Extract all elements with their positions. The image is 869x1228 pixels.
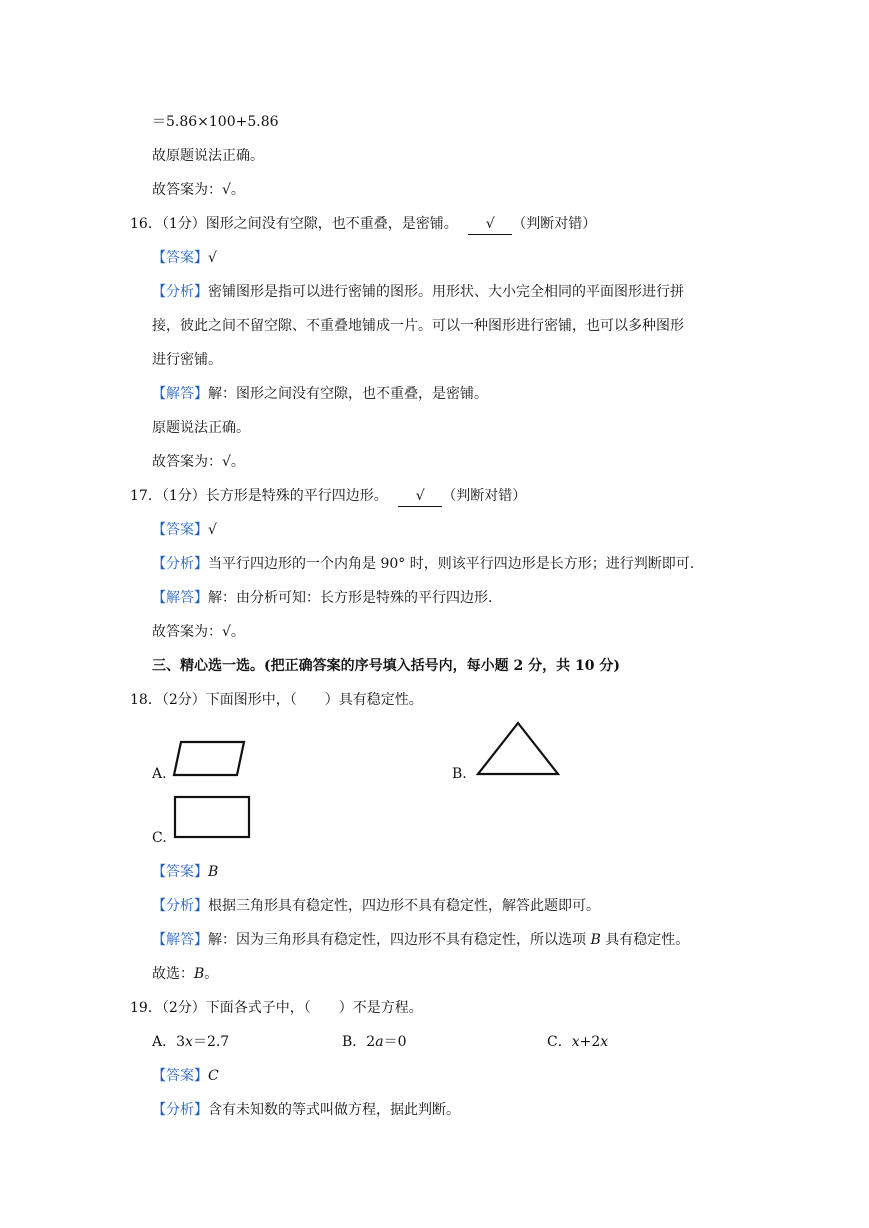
section-3-heading: 三、精心选一选。(把正确答案的序号填入括号内，每小题 2 分，共 10 分) (152, 658, 620, 674)
q19-option-b-var: a (375, 1034, 384, 1050)
q19-option-c-mid: +2 (579, 1034, 601, 1050)
q19-option-c (547, 1032, 608, 1052)
q18-final-var: B (194, 966, 205, 982)
q19-analysis-line (152, 1100, 460, 1120)
q18-final-pre: 故选： (152, 966, 194, 982)
q19-option-c-var-2: x (600, 1034, 609, 1050)
q17-score: （1分） (161, 488, 206, 504)
q17-tail: （判断对错） (442, 488, 527, 504)
q18-option-b-label: B. (452, 766, 467, 782)
q19-analysis-text: 含有未知数的等式叫做方程，据此判断。 (208, 1102, 460, 1118)
q19-option-a-rest: ＝2.7 (192, 1034, 230, 1050)
q18-solution-line (152, 930, 689, 950)
q16-analysis-text-1: 密铺图形是指可以进行密铺的图形。用形状、大小完全相同的平面图形进行拼 (208, 284, 684, 300)
q19-option-b-coef: 2 (366, 1034, 376, 1050)
q19-option-b-label: B． (342, 1034, 367, 1050)
q17-analysis-text: 当平行四边形的一个内角是 90° 时，则该平行四边形是长方形；进行判断即可. (208, 556, 695, 572)
q19-option-a-label: A． (152, 1034, 177, 1050)
q17-analysis-tag: 【分析】 (152, 556, 208, 572)
q18-number: 18． (130, 692, 162, 708)
q19-option-b (342, 1032, 407, 1052)
q19-option-a-var: x (185, 1034, 193, 1050)
q19-number: 19． (130, 1000, 162, 1016)
q18-analysis-text: 根据三角形具有稳定性，四边形不具有稳定性，解答此题即可。 (208, 898, 600, 914)
q16-answer-tag: 【答案】 (152, 250, 208, 266)
q17-answer-tag: 【答案】 (152, 522, 208, 538)
q18-option-a-label: A. (152, 766, 167, 782)
q19-option-c-var-1: x (571, 1034, 580, 1050)
q16-answer: √ (208, 250, 217, 266)
q16-analysis-line-2: 接，彼此之间不留空隙、不重叠地铺成一片。可以一种图形进行密铺，也可以多种图形 (152, 318, 684, 334)
q16-text: 图形之间没有空隙，也不重叠，是密铺。 (205, 216, 458, 232)
triangle-shape (474, 720, 562, 778)
q16-analysis-line-1 (152, 282, 684, 302)
q19-answer-line (152, 1066, 219, 1086)
q16-solution-tag: 【解答】 (152, 386, 208, 402)
q16-answer-blank: √ (468, 214, 512, 235)
q17-answer: √ (208, 522, 217, 538)
q16-score: （1分） (161, 216, 206, 232)
q17-number: 17． (130, 488, 162, 504)
q18-solution-var: B (590, 932, 601, 948)
q17-solution-line (152, 588, 492, 608)
q19-score: （2分） (161, 1000, 206, 1016)
q16-answer-line (152, 248, 217, 268)
q15-line-1: ＝5.86×100+5.86 (152, 114, 279, 130)
q16-solution-line-1 (152, 384, 488, 404)
q16-solution-line-2: 原题说法正确。 (152, 420, 250, 436)
q18-score: （2分） (161, 692, 206, 708)
q18-analysis-tag: 【分析】 (152, 898, 208, 914)
rectangle-shape (173, 795, 253, 841)
q17-text: 长方形是特殊的平行四边形。 (205, 488, 388, 504)
q17-final-line: 故答案为：√。 (152, 624, 245, 640)
q19-option-a (152, 1032, 229, 1052)
q19-text: 下面各式子中，（ ）不是方程。 (205, 1000, 423, 1016)
q18-answer: B (208, 864, 219, 880)
q18-solution-pre: 解：因为三角形具有稳定性，四边形不具有稳定性，所以选项 (208, 932, 591, 948)
q18-solution-tag: 【解答】 (152, 932, 208, 948)
parallelogram-shape (172, 740, 248, 778)
q19-answer-tag: 【答案】 (152, 1068, 208, 1084)
q19-option-c-label: C． (547, 1034, 572, 1050)
q18-final-post: 。 (204, 966, 219, 982)
q18-final-line (152, 964, 218, 984)
q16-analysis-line-3: 进行密铺。 (152, 352, 222, 368)
q19-answer: C (208, 1068, 219, 1084)
q17-answer-line (152, 520, 217, 540)
q17-question (130, 486, 526, 507)
q16-solution-text: 解：图形之间没有空隙，也不重叠，是密铺。 (208, 386, 488, 402)
q17-analysis-line (152, 554, 694, 574)
q18-answer-line (152, 862, 218, 882)
q16-question (130, 214, 596, 235)
q15-line-3: 故答案为：√。 (152, 182, 245, 198)
q17-solution-tag: 【解答】 (152, 590, 208, 606)
q18-answer-tag: 【答案】 (152, 864, 208, 880)
q17-answer-blank: √ (398, 486, 442, 507)
q18-analysis-line (152, 896, 600, 916)
q19-option-b-rest: ＝0 (383, 1034, 407, 1050)
q16-solution-line-3: 故答案为：√。 (152, 454, 245, 470)
q15-line-2: 故原题说法正确。 (152, 148, 264, 164)
q19-question (130, 998, 423, 1018)
q19-analysis-tag: 【分析】 (152, 1102, 208, 1118)
q16-analysis-tag: 【分析】 (152, 284, 208, 300)
q18-solution-post: 具有稳定性。 (600, 932, 690, 948)
q18-text: 下面图形中，（ ）具有稳定性。 (205, 692, 423, 708)
q16-number: 16． (130, 216, 162, 232)
q18-option-c-label: C. (152, 830, 167, 846)
q17-solution-text: 解：由分析可知：长方形是特殊的平行四边形. (208, 590, 493, 606)
q19-option-a-coef: 3 (176, 1034, 186, 1050)
q18-question (130, 690, 423, 710)
q16-tail: （判断对错） (512, 216, 597, 232)
